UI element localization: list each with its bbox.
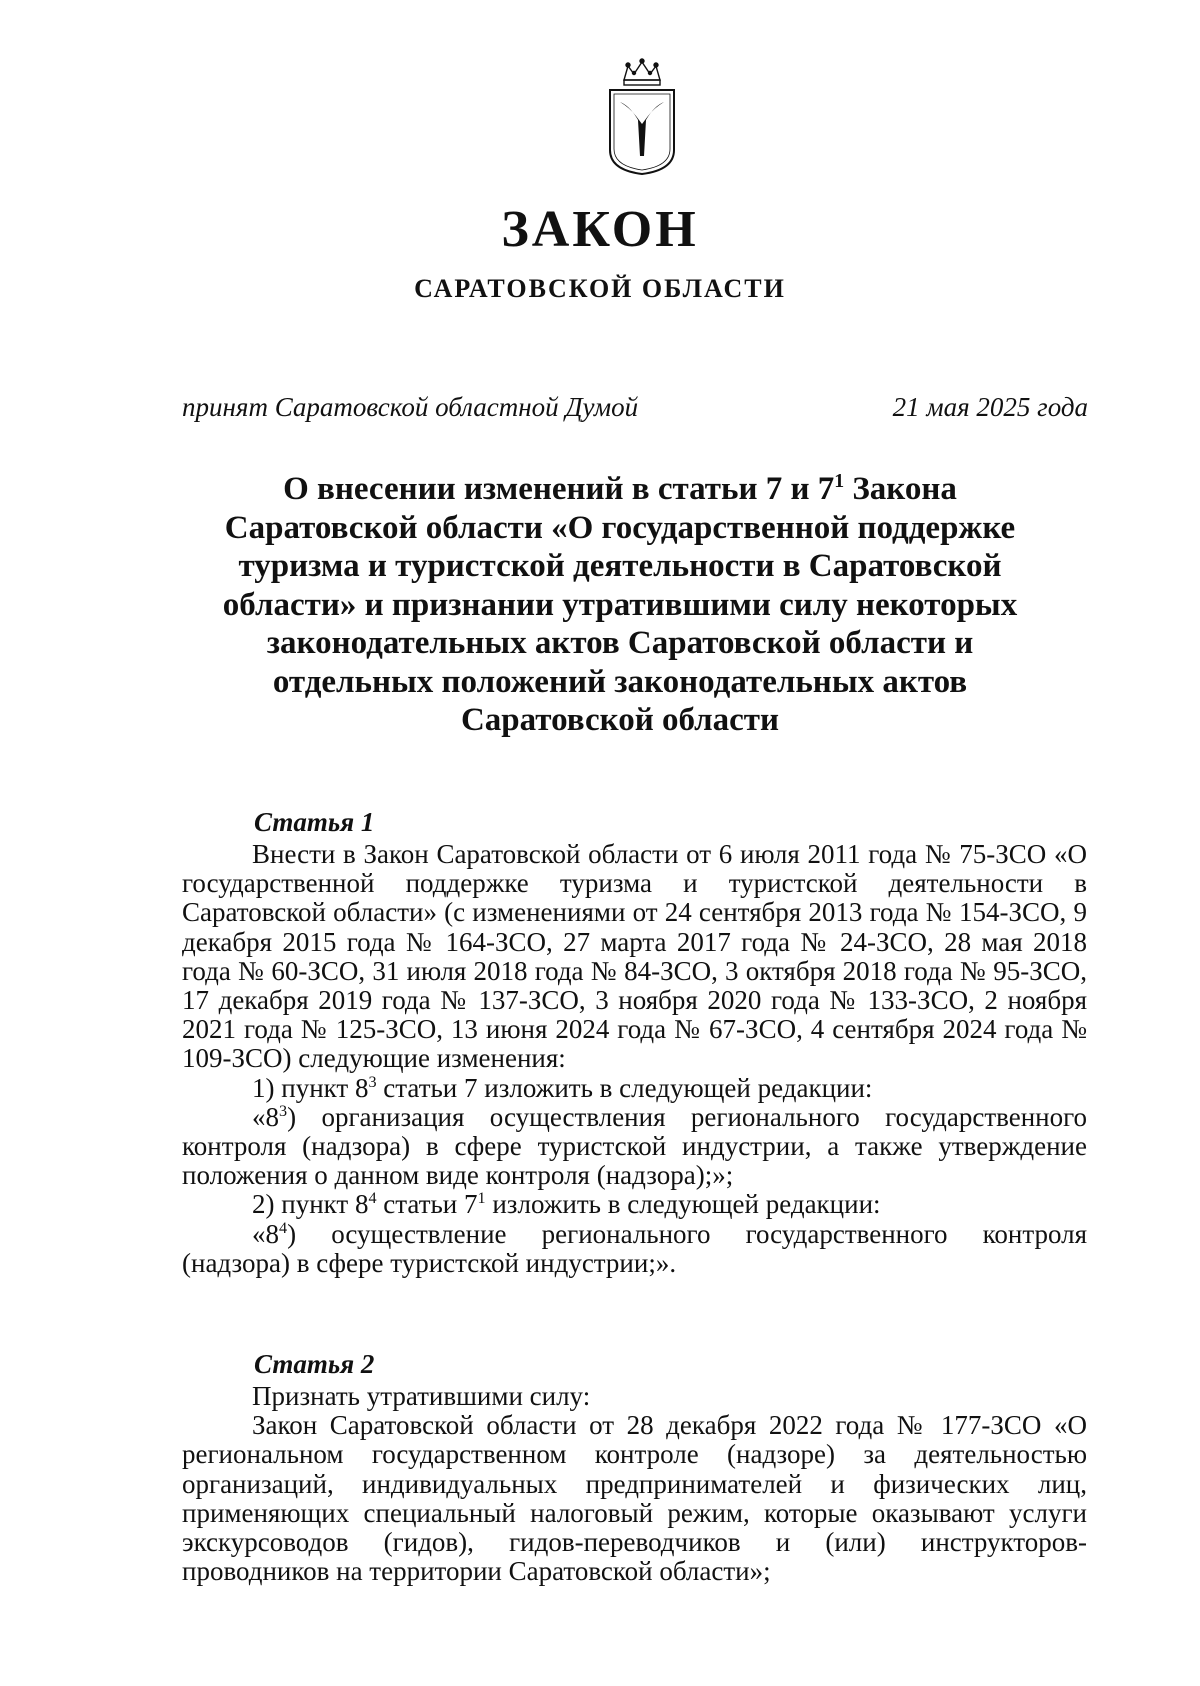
article-1-item-1: 1) пункт $8^3$ статьи 7 изложить в следующей редакции: [252,1072,873,1103]
article-2-body [182,1382,1087,1586]
heading-line: Саратовской области [460,702,780,738]
article-1-quote-2: «$8^4$) осуществление регионального государственного контроля (надзора) в сфере туристской индустрии;». [182,1218,1087,1278]
article-2-paragraph: Закон Саратовской области от 28 декабря 2022 года № 177-ЗСО «О региональном государственном контроле (надзоре) за деятельностью организаций, индивидуальных предпринимателей и физических лиц, применяющих специальный налоговый режим, которые оказывают услуги экскурсоводов (гидов), гидов-переводчиков и (или) инструкторов-проводников на территории Саратовской области»; [182,1410,1087,1587]
article-2-intro: Признать утратившими силу: [252,1381,591,1411]
article-1-title: Статья 1 [254,807,375,837]
law-title: ЗАКОН [501,201,699,258]
article-1-body [182,840,1087,1278]
heading-line: О внесении изменений в статьи 7 и $7^1$ Закона [283,470,957,507]
adopted-date: 21 мая 2025 года [892,392,1088,422]
heading-line: области» и признании утратившими силу некоторых [222,586,1018,623]
article-1-intro: Внести в Закон Саратовской области от 6 июля 2011 года № 75-ЗСО «О государственной поддержке туризма и туристской деятельности в Саратовской области» (с изменениями от 24 сентября 2013 года № 154-ЗСО, 9 декабря 2015 года № 164-ЗСО, 27 марта 2017 года № 24-ЗСО, 28 мая 2018 года № 60-ЗСО, 31 июля 2018 года № 84-ЗСО, 3 октября 2018 года № 95-ЗСО, 17 декабря 2019 года № 137-ЗСО, 3 ноября 2020 года № 133-ЗСО, 2 ноября 2021 года № 125-ЗСО, 13 июня 2024 года № 67-ЗСО, 4 сентября 2024 года № 109-ЗСО) следующие изменения: [182,839,1087,1074]
heading-line: отдельных положений законодательных актов [272,663,968,700]
adopted-by: принят Саратовской областной Думой [182,392,639,422]
article-2-title: Статья 2 [254,1349,375,1379]
heading-line: Саратовской области «О государственной поддержке [224,509,1016,546]
region-name: САРАТОВСКОЙ ОБЛАСТИ [414,274,786,303]
saratov-coat-of-arms-icon [606,58,678,176]
article-1-item-2: 2) пункт $8^4$ статьи $7^1$ изложить в следующей редакции: [252,1189,881,1220]
article-1-quote-1: «$8^3$) организация осуществления регионального государственного контроля (надзора) в сфере туристской индустрии, а также утверждение положения о данном виде контроля (надзора);»; [182,1101,1087,1191]
heading-line: туризма и туристской деятельности в Саратовской [238,548,1002,584]
law-heading [160,470,1080,740]
heading-line: законодательных актов Саратовской области и [266,625,974,661]
